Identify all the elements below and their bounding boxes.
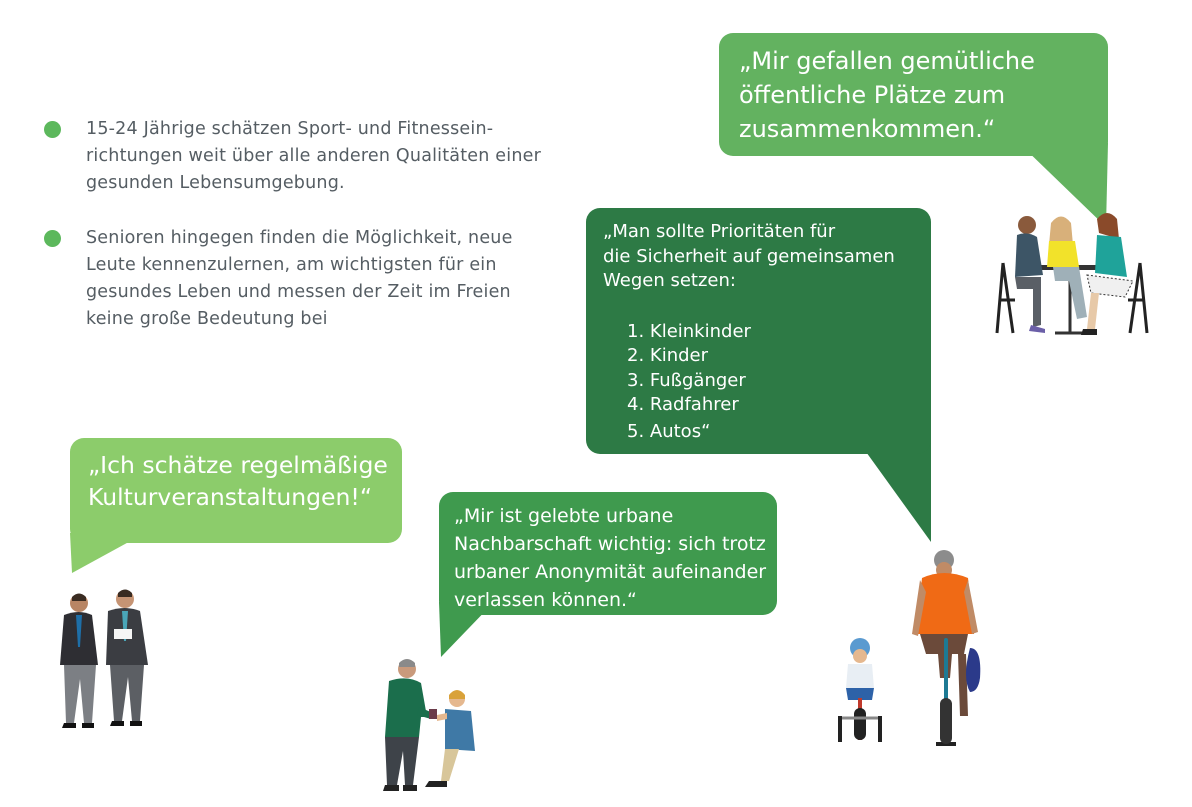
quote-line: die Sicherheit auf gemeinsamen	[603, 245, 895, 267]
priority-item: 2. Kinder	[627, 345, 709, 366]
bullet-list	[44, 116, 544, 333]
bullet-text: 15-24 Jährige schätzen Sport- und Fitnessein- richtungen weit über alle anderen Qualitäten einer gesunden Lebensumgebung.	[86, 119, 541, 193]
cyclists-icon	[832, 548, 992, 746]
priority-item: 4. Radfahrer	[627, 394, 739, 415]
bullet-item-seniors	[44, 225, 544, 333]
quote-line: „Ich schätze regelmäßige	[88, 451, 388, 479]
quote-line: Wegen setzen:	[603, 270, 736, 291]
priority-item: 3. Fußgänger	[627, 369, 746, 391]
bullet-text: Senioren hingegen finden die Möglichkeit, neue Leute kennenzulernen, am wichtigsten für ein gesundes Leben und messen der Zeit im Freien keine große Bedeutung bei	[86, 228, 513, 329]
priority-item: 1. Kleinkinder	[627, 320, 751, 342]
quote-line: „Mir ist gelebte urbane	[454, 505, 674, 527]
quote-line: urbaner Anonymität aufeinander	[454, 561, 767, 583]
priority-item: 5. Autos“	[627, 420, 711, 442]
bullet-dot-icon	[44, 121, 61, 138]
quote-line: zusammenkommen.“	[739, 115, 996, 143]
senior-and-child-icon	[375, 655, 485, 795]
cafe-group-icon	[995, 205, 1150, 340]
quote-line: Nachbarschaft wichtig: sich trotz	[454, 533, 766, 555]
bullet-item-youth	[44, 116, 544, 197]
quote-line: „Man sollte Prioritäten für	[603, 221, 836, 242]
quote-line: verlassen können.“	[454, 589, 637, 611]
businessmen-icon	[52, 585, 157, 733]
quote-line: „Mir gefallen gemütliche	[739, 47, 1035, 75]
quote-line: öffentliche Plätze zum	[739, 81, 1006, 109]
bullet-dot-icon	[44, 230, 61, 247]
priority-list	[603, 320, 931, 445]
quote-line: Kulturveranstaltungen!“	[88, 483, 373, 511]
